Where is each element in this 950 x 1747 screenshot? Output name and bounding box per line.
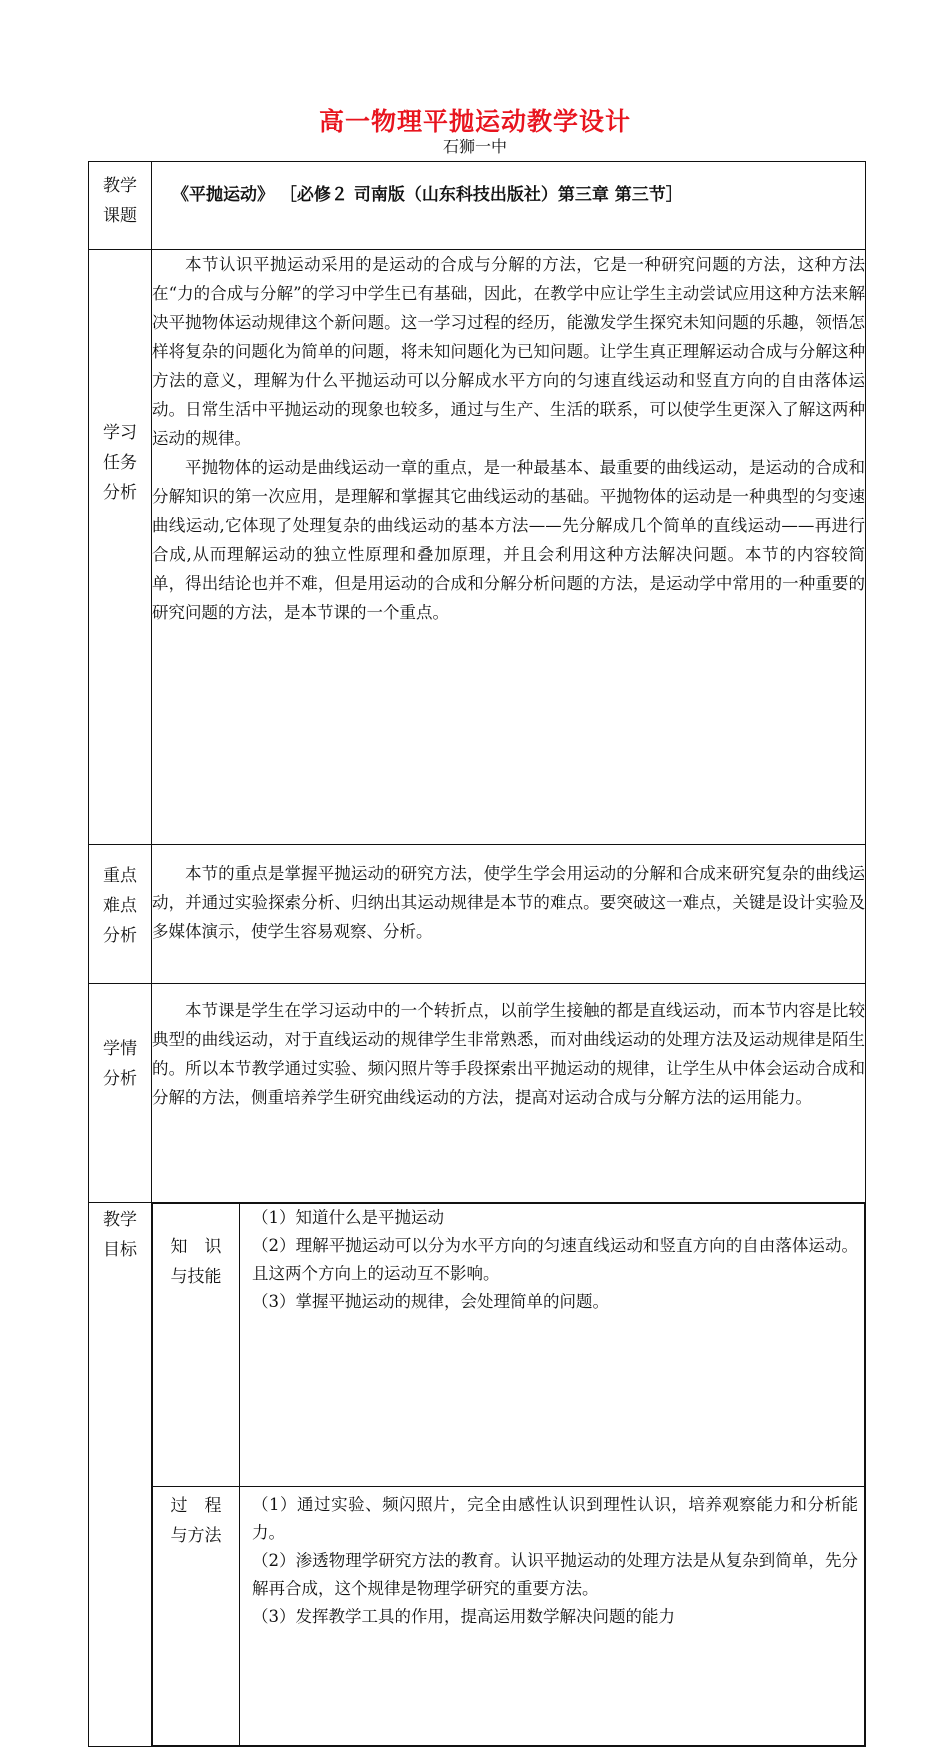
label-line: 重点 — [103, 866, 137, 886]
label-line: 教学 — [103, 1210, 137, 1230]
task-analysis-cell — [152, 250, 866, 845]
lesson-topic: 《平抛运动》 ［必修２ 司南版（山东科技出版社）第三章 第三节］ — [172, 185, 683, 205]
row-label-student — [89, 984, 152, 1203]
label-line: 目标 — [103, 1240, 137, 1260]
label-line: 任务 — [103, 453, 137, 473]
goal-items-knowledge — [240, 1204, 865, 1487]
label-line: 学习 — [103, 423, 137, 443]
paragraph: 本节的重点是掌握平抛运动的研究方法，使学生学会用运动的分解和合成来研究复杂的曲线运动，并通过实验探索分析、归纳出其运动规律是本节的难点。要突破这一难点，关键是设计实验及多媒体演示，使学生容易观察、分析。 — [152, 864, 865, 941]
key-points-cell — [152, 845, 866, 984]
lesson-plan-table — [88, 161, 866, 1747]
label-line: 过 程 — [170, 1496, 222, 1516]
row-label-key — [89, 845, 152, 984]
label-line: 知 识 — [170, 1237, 222, 1257]
goal-row-process — [153, 1487, 865, 1746]
goals-subtable — [152, 1203, 865, 1746]
table-row-topic — [89, 162, 866, 250]
goal-item: （2）渗透物理学研究方法的教育。认识平抛运动的处理方法是从复杂到简单，先分解再合成，这个规律是物理学研究的重要方法。 — [252, 1551, 858, 1598]
label-line: 与方法 — [170, 1526, 222, 1546]
goal-label-knowledge — [153, 1204, 240, 1487]
goal-item: （3）发挥教学工具的作用，提高运用数学解决问题的能力 — [252, 1607, 675, 1626]
goal-item: （1）通过实验、频闪照片，完全由感性认识到理性认识，培养观察能力和分析能力。 — [252, 1495, 858, 1542]
label-line: 与技能 — [170, 1267, 222, 1287]
label-line: 课题 — [103, 206, 137, 226]
document-title: 高一物理平抛运动教学设计 — [318, 107, 631, 136]
goal-row-knowledge — [153, 1204, 865, 1487]
goal-label-process — [153, 1487, 240, 1746]
label-line: 分析 — [103, 926, 137, 946]
student-analysis-cell — [152, 984, 866, 1203]
label-line: 学情 — [103, 1039, 137, 1059]
paragraph: 本节课是学生在学习运动中的一个转折点，以前学生接触的都是直线运动，而本节内容是比较典型的曲线运动，对于直线运动的规律学生非常熟悉，而对曲线运动的处理方法及运动规律是陌生的。所以本节教学通过实验、频闪照片等手段探索出平抛运动的规律，让学生从中体会运动合成和分解的方法，侧重培养学生研究曲线运动的方法，提高对运动合成与分解方法的运用能力。 — [152, 1001, 865, 1107]
school-name: 石狮一中 — [442, 137, 507, 156]
table-row-teaching-goals — [89, 1203, 866, 1747]
table-row-student-analysis — [89, 984, 866, 1203]
goals-cell — [152, 1203, 866, 1747]
table-row-key-points — [89, 845, 866, 984]
label-line: 分析 — [103, 483, 137, 503]
topic-cell — [152, 162, 866, 250]
paragraph: 平抛物体的运动是曲线运动一章的重点，是一种最基本、最重要的曲线运动，是运动的合成和分解知识的第一次应用，是理解和掌握其它曲线运动的基础。平抛物体的运动是一种典型的匀变速曲线运动,它体现了处理复杂的曲线运动的基本方法——先分解成几个简单的直线运动——再进行合成,从而理解运动的独立性原理和叠加原理，并且会利用这种方法解决问题。本节的内容较简单，得出结论也并不难，但是用运动的合成和分解分析问题的方法，是运动学中常用的一种重要的研究问题的方法，是本节课的一个重点。 — [152, 458, 865, 622]
label-line: 分析 — [103, 1069, 137, 1089]
row-label-task — [89, 250, 152, 845]
table-row-task-analysis — [89, 250, 866, 845]
paragraph: 本节认识平抛运动采用的是运动的合成与分解的方法，它是一种研究问题的方法，这种方法在“力的合成与分解”的学习中学生已有基础，因此，在教学中应让学生主动尝试应用这种方法来解决平抛物体运动规律这个新问题。这一学习过程的经历，能激发学生探究未知问题的乐趣，领悟怎样将复杂的问题化为简单的问题，将未知问题化为已知问题。让学生真正理解运动合成与分解这种方法的意义，理解为什么平抛运动可以分解成水平方向的匀速直线运动和竖直方向的自由落体运动。日常生活中平抛运动的现象也较多，通过与生产、生活的联系，可以使学生更深入了解这两种运动的规律。 — [152, 255, 865, 448]
goal-item: （1）知道什么是平抛运动 — [252, 1208, 444, 1227]
goal-item: （3）掌握平抛运动的规律，会处理简单的问题。 — [252, 1292, 609, 1311]
goal-items-process — [240, 1487, 865, 1746]
label-line: 教学 — [103, 176, 137, 196]
row-label-goals — [89, 1203, 152, 1747]
label-line: 难点 — [103, 896, 137, 916]
row-label-topic — [89, 162, 152, 250]
goal-item: （2）理解平抛运动可以分为水平方向的匀速直线运动和竖直方向的自由落体运动。且这两个方向上的运动互不影响。 — [252, 1236, 858, 1283]
